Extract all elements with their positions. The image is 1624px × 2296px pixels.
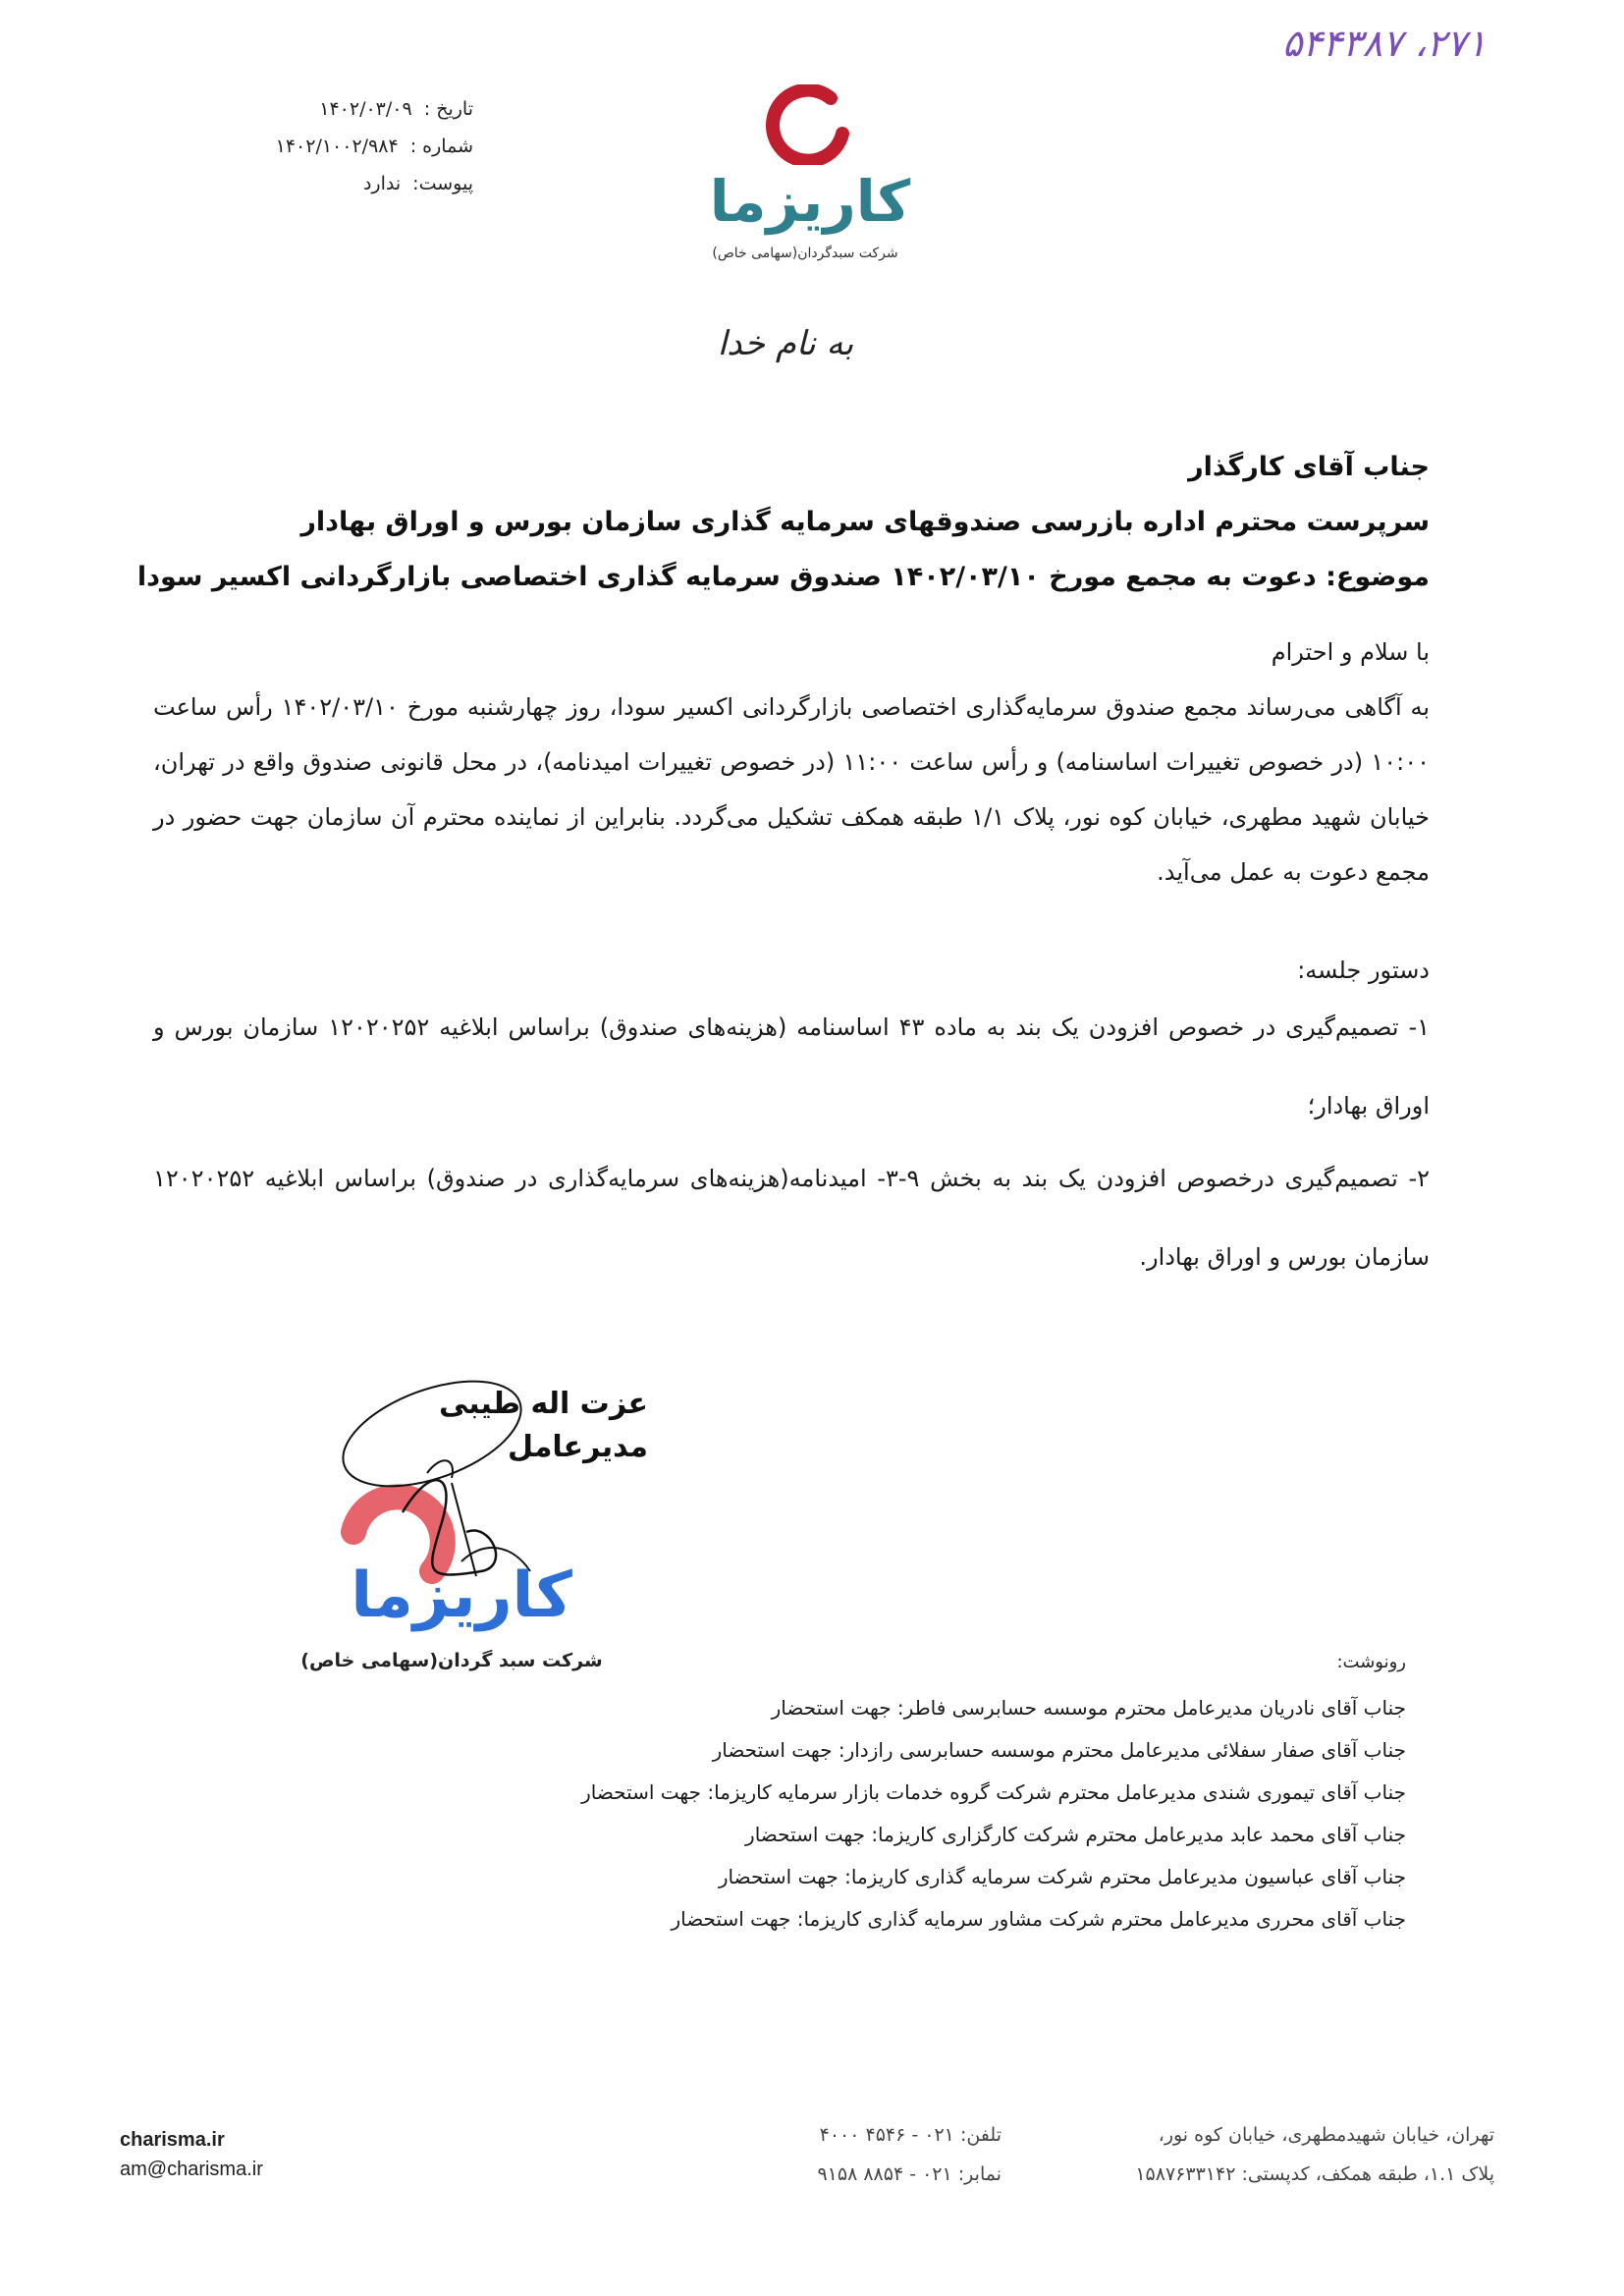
agenda-item-1: ۱- تصمیم‌گیری در خصوص افزودن یک بند به ماده ۴۳ اساسنامه (هزینه‌های صندوق) براساس ابلاغیه ۱۲۰۲۰۲۵۲ سازمان بورس و اوراق بهادار؛ <box>153 1013 1430 1120</box>
stamp-wordmark: کاریزما <box>351 1559 572 1632</box>
agenda-title: دستور جلسه: <box>1297 957 1430 984</box>
footer-email-link[interactable]: am@charisma.ir <box>120 2159 263 2180</box>
cc-item: جناب آقای صفار سفلائی مدیرعامل محترم موسسه حسابرسی رازدار: جهت استحضار <box>712 1738 1406 1762</box>
date-label: تاریخ : <box>423 98 473 120</box>
signatory-name: عزت اله طیبی <box>438 1387 648 1421</box>
logo-subtitle: شرکت سبدگردان(سهامی خاص) <box>712 246 898 261</box>
handwritten-reference-number: ۲۷۱، ۵۴۴۳۸۷ <box>1281 22 1487 65</box>
fax-label: نمابر: <box>957 2163 1001 2185</box>
addressee-line-2: سرپرست محترم اداره بازرسی صندوقهای سرمایه گذاری سازمان بورس و اوراق بهادار <box>300 507 1430 537</box>
fax-row <box>707 2155 1001 2194</box>
footer-address <box>984 2115 1494 2194</box>
date-row <box>257 90 473 128</box>
footer-contact <box>120 2125 263 2184</box>
cc-item: جناب آقای تیموری شندی مدیرعامل محترم شرکت گروه خدمات بازار سرمایه کاریزما: جهت استحضار <box>581 1780 1406 1804</box>
footer-website-link[interactable]: charisma.ir <box>120 2129 225 2151</box>
cc-item: جناب آقای عباسیون مدیرعامل محترم شرکت سرمایه گذاری کاریزما: جهت استحضار <box>718 1865 1406 1888</box>
attachment-row <box>257 165 473 202</box>
number-row <box>257 128 473 165</box>
logo-wordmark: کاریزما <box>709 168 911 235</box>
cc-item: جناب آقای محمد عابد مدیرعامل محترم شرکت کارگزاری کاریزما: جهت استحضار <box>745 1823 1406 1846</box>
body-paragraph: به آگاهی می‌رساند مجمع صندوق سرمایه‌گذاری اختصاصی بازارگردانی اکسیر سودا، روز چهارشنبه مورخ ۱۴۰۲/۰۳/۱۰ رأس ساعت ۱۰:۰۰ (در خصوص تغییرات اساسنامه) و رأس ساعت ۱۱:۰۰ (در خصوص تغییرات امیدنامه)، در محل قانونی صندوق واقع در تهران، خیابان شهید مطهری، خیابان کوه نور، پلاک ۱/۱ طبقه همکف تشکیل می‌گردد. بنابراین از نماینده محترم آن سازمان جهت حضور در مجمع دعوت به عمل می‌آید. <box>153 693 1431 886</box>
cc-list <box>522 1687 1406 1941</box>
signatory <box>432 1383 648 1469</box>
phone-label: تلفن: <box>959 2124 1001 2146</box>
charisma-logo-icon <box>754 84 860 165</box>
number-label: شماره : <box>409 136 473 157</box>
addressee-line-1: جناب آقای کارگذار <box>1188 452 1430 482</box>
number-value: ۱۴۰۲/۱۰۰۲/۹۸۴ <box>275 136 399 157</box>
attachment-label: پیوست: <box>412 173 473 194</box>
letter-meta <box>257 90 473 202</box>
agenda-item-2: ۲- تصمیم‌گیری درخصوص افزودن یک بند به بخش ۹-۳- امیدنامه(هزینه‌های سرمایه‌گذاری در صندوق) براساس ابلاغیه ۱۲۰۲۰۲۵۲ سازمان بورس و اوراق بهادار. <box>153 1165 1430 1271</box>
addressee-block <box>136 440 1430 605</box>
subject-line: موضوع: دعوت به مجمع مورخ ۱۴۰۲/۰۳/۱۰ صندوق سرمایه گذاری اختصاصی بازارگردانی اکسیر سودا <box>136 562 1430 592</box>
phone-row <box>707 2115 1001 2155</box>
greeting: با سلام و احترام <box>1271 638 1430 666</box>
cc-item: جناب آقای نادریان مدیرعامل محترم موسسه حسابرسی فاطر: جهت استحضار <box>771 1696 1406 1720</box>
signatory-title: مدیرعامل <box>508 1430 648 1464</box>
cc-item: جناب آقای محرری مدیرعامل محترم شرکت مشاور سرمایه گذاری کاریزما: جهت استحضار <box>671 1907 1406 1931</box>
attachment-value: ندارد <box>362 173 402 194</box>
basmala: به نام خدا <box>717 324 854 363</box>
stamp-subtitle: شرکت سبد گردان(سهامی خاص) <box>300 1650 603 1671</box>
footer-phones <box>707 2115 1001 2194</box>
cc-title: رونوشت: <box>1336 1652 1406 1672</box>
fax-value: ۰۲۱ - ۸۸۵۴ ۹۱۵۸ <box>817 2163 952 2185</box>
address-line-2: پلاک ۱.۱، طبقه همکف، کدپستی: ۱۵۸۷۶۳۳۱۴۲ <box>1135 2163 1494 2185</box>
phone-value: ۰۲۱ - ۴۵۴۶ ۴۰۰۰ <box>819 2124 954 2146</box>
address-line-1: تهران، خیابان شهیدمطهری، خیابان کوه نور، <box>1158 2124 1494 2146</box>
date-value: ۱۴۰۲/۰۳/۰۹ <box>319 98 412 120</box>
